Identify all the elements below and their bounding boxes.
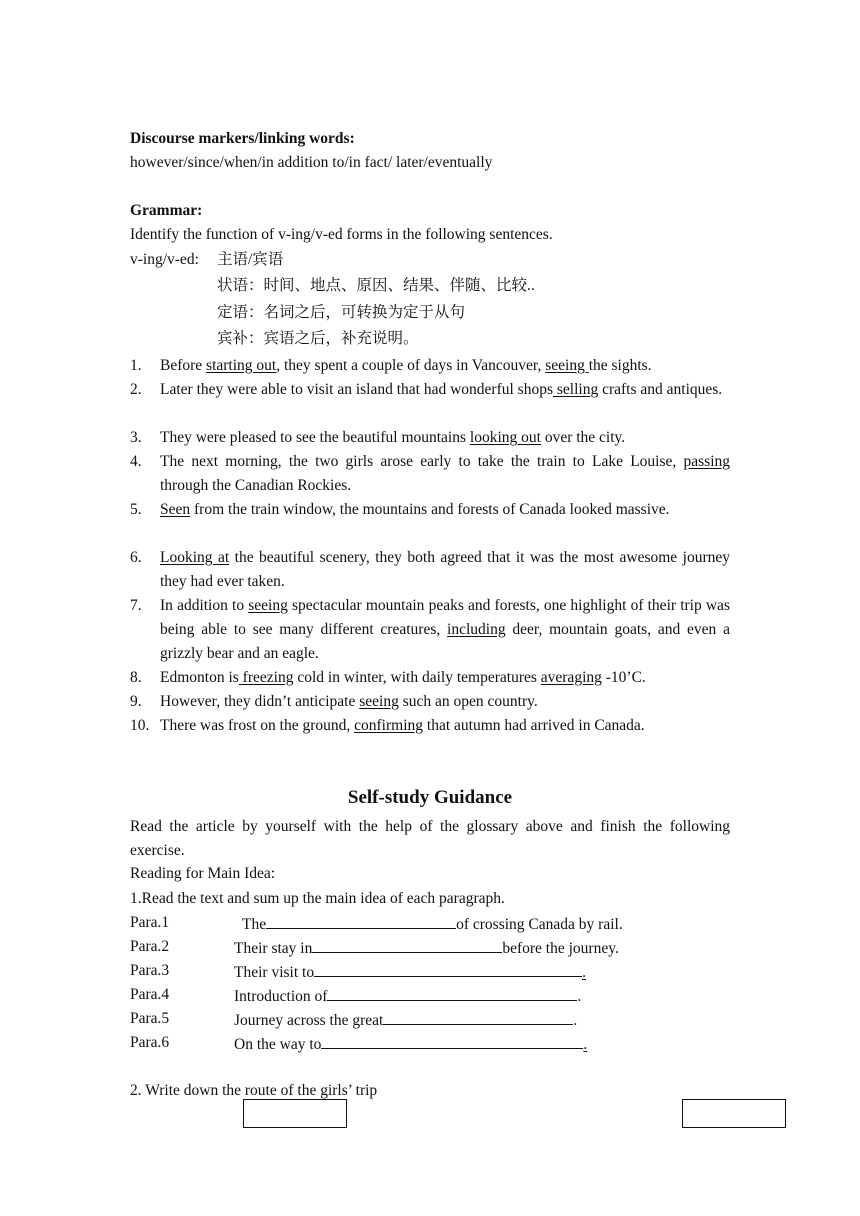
legend-adverbial: 状语：时间、地点、原因、结果、伴随、比较.. <box>217 277 535 294</box>
guidance-intro: Read the article by yourself with the help of the glossary above and finish the following exercise. <box>130 818 730 859</box>
para-5-line: Journey across the great . <box>234 1009 577 1031</box>
answer-blank[interactable] <box>314 961 582 977</box>
answer-blank[interactable] <box>312 937 502 953</box>
underlined-verb: seeing <box>359 693 399 710</box>
sentence-number: 2. <box>130 381 142 398</box>
sentence-number: 5. <box>130 501 142 518</box>
task-1-instruction: 1.Read the text and sum up the main idea of each paragraph. <box>130 890 505 907</box>
underlined-verb: freezing <box>238 669 294 686</box>
sentence-number: 6. <box>130 549 142 566</box>
sentence-10: There was frost on the ground, confirming that autumn had arrived in Canada. <box>160 717 645 734</box>
underlined-verb: confirming <box>354 717 424 734</box>
sentence-6: Looking at the beautiful scenery, they both agreed that it was the most awesome journey they had ever taken. <box>160 549 730 590</box>
underlined-verb: including <box>447 621 506 638</box>
sentence-8: Edmonton is freezing cold in winter, with daily temperatures averaging -10’C. <box>160 669 646 686</box>
para-label: Para.4 <box>130 986 170 1003</box>
sentence-number: 9. <box>130 693 142 710</box>
underlined-verb: looking out <box>469 429 541 446</box>
task-2-instruction: 2. Write down the route of the girls’ trip <box>130 1082 378 1099</box>
underlined-verb: selling <box>553 381 599 398</box>
grammar-legend-prefix: v-ing/v-ed: <box>130 251 199 268</box>
underlined-verb: seeing <box>545 357 589 374</box>
sentence-5: Seen from the train window, the mountains and forests of Canada looked massive. <box>160 501 670 518</box>
legend-attributive: 定语：名词之后，可转换为定于从句 <box>217 304 466 321</box>
route-box-end[interactable] <box>682 1099 786 1128</box>
para-2-line: Their stay in before the journey. <box>234 937 619 959</box>
legend-subject-object: 主语/宾语 <box>217 251 284 268</box>
underlined-verb: averaging <box>540 669 602 686</box>
discourse-heading: Discourse markers/linking words: <box>130 130 355 147</box>
sentence-number: 1. <box>130 357 142 374</box>
para-3-line: Their visit to . <box>234 961 586 983</box>
sentence-number: 10. <box>130 717 150 734</box>
sentence-4: The next morning, the two girls arose early to take the train to Lake Louise, passing through the Canadian Rockies. <box>160 453 730 494</box>
underlined-verb: Looking at <box>160 549 230 566</box>
answer-blank[interactable] <box>321 1033 583 1049</box>
underlined-verb: seeing <box>248 597 288 614</box>
para-1-line: The of crossing Canada by rail. <box>242 913 623 935</box>
para-6-line: On the way to . <box>234 1033 587 1055</box>
para-label: Para.1 <box>130 914 170 931</box>
answer-blank[interactable] <box>383 1009 573 1025</box>
para-label: Para.3 <box>130 962 170 979</box>
para-4-line: Introduction of . <box>234 985 581 1007</box>
para-label: Para.5 <box>130 1010 170 1027</box>
legend-complement: 宾补：宾语之后，补充说明。 <box>217 330 419 347</box>
para-label: Para.2 <box>130 938 170 955</box>
underlined-verb: Seen <box>160 501 191 518</box>
grammar-heading: Grammar: <box>130 202 203 219</box>
para-label: Para.6 <box>130 1034 170 1051</box>
sentence-2: Later they were able to visit an island that had wonderful shops selling crafts and antiques. <box>160 381 723 398</box>
reading-label: Reading for Main Idea: <box>130 865 276 882</box>
underlined-verb: passing <box>683 453 730 470</box>
sentence-1: Before starting out, they spent a couple of days in Vancouver, seeing the sights. <box>160 357 652 374</box>
sentence-number: 8. <box>130 669 142 686</box>
underlined-verb: starting out <box>206 357 277 374</box>
sentence-number: 7. <box>130 597 142 614</box>
sentence-number: 4. <box>130 453 142 470</box>
route-box-start[interactable] <box>243 1099 347 1128</box>
section-title: Self-study Guidance <box>347 787 513 808</box>
discourse-words: however/since/when/in addition to/in fact/ later/eventually <box>130 154 493 171</box>
answer-blank[interactable] <box>327 985 577 1001</box>
sentence-9: However, they didn’t anticipate seeing such an open country. <box>160 693 538 710</box>
sentence-7: In addition to seeing spectacular mountain peaks and forests, one highlight of their trip was being able to see many different creatures, including deer, mountain goats, and even a grizzly bear and an eagle. <box>160 597 730 662</box>
sentence-number: 3. <box>130 429 142 446</box>
grammar-instruction: Identify the function of v-ing/v-ed forms in the following sentences. <box>130 226 553 243</box>
answer-blank[interactable] <box>266 913 456 929</box>
sentence-3: They were pleased to see the beautiful mountains looking out over the city. <box>160 429 626 446</box>
